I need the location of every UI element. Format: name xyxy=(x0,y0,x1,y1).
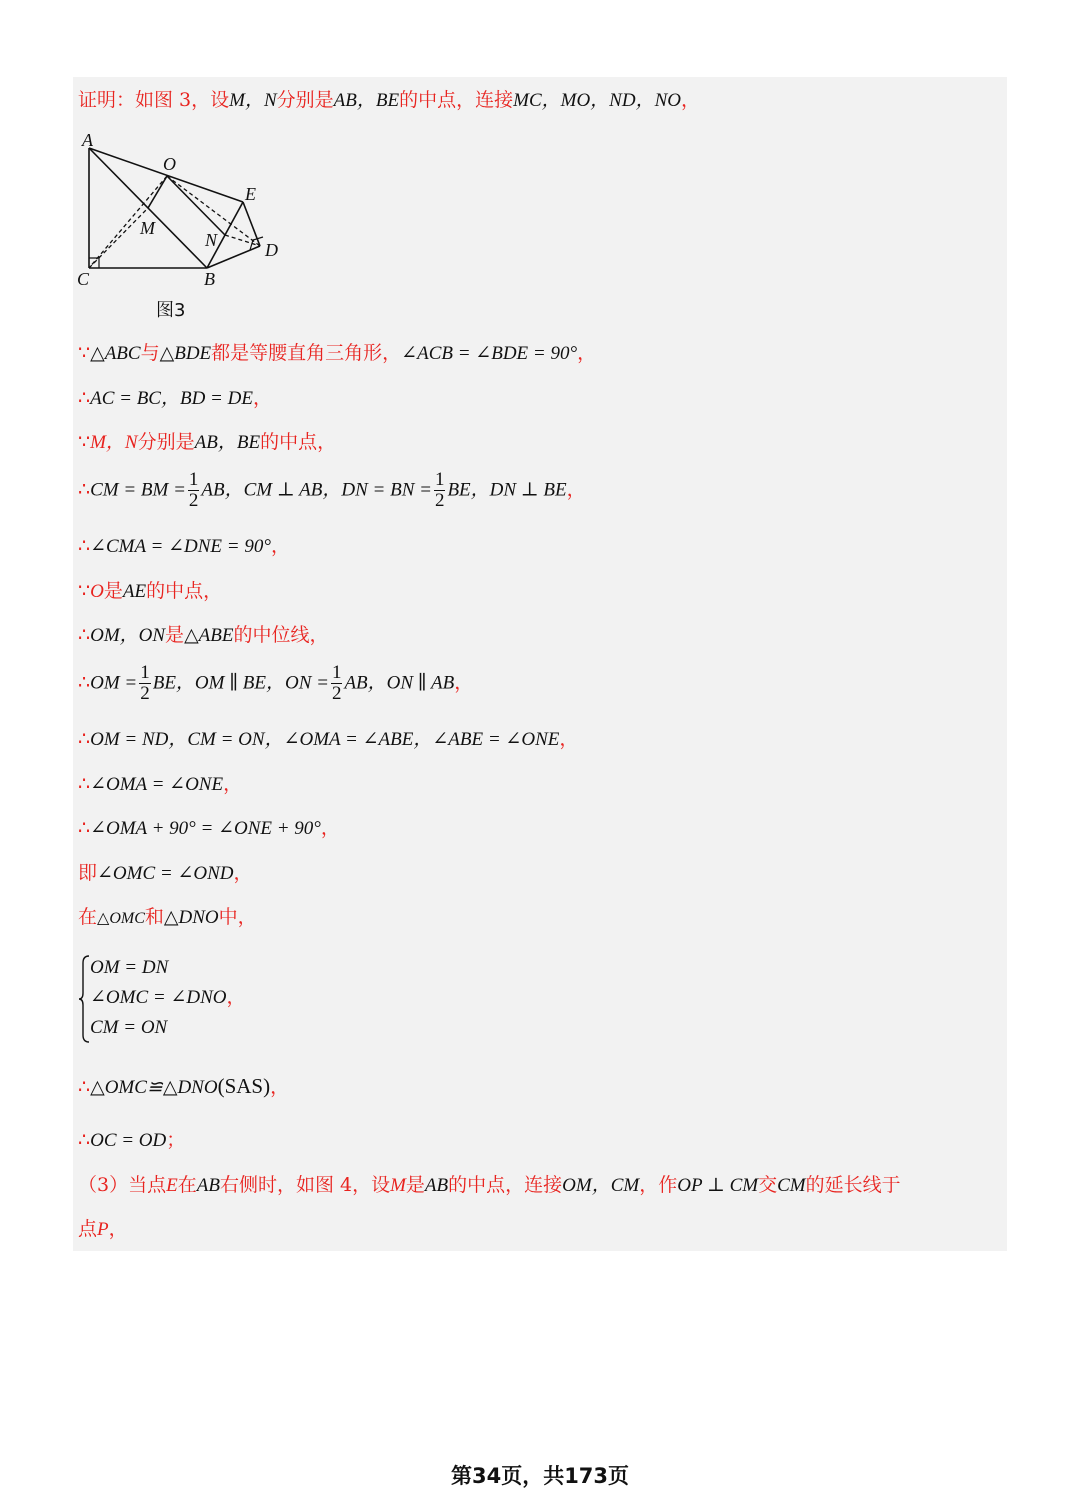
math: AC = BC，BD = DE xyxy=(90,388,253,409)
math: M，N xyxy=(229,90,277,111)
therefore-symbol: ∴ xyxy=(78,817,91,839)
text: 右侧时，如图 4，设 xyxy=(219,1174,391,1196)
numerator: 1 xyxy=(434,469,445,490)
text: 的中点，连接 xyxy=(399,89,514,111)
math: (SAS) xyxy=(217,1074,271,1098)
math: OC = OD xyxy=(90,1130,167,1151)
text: 的中位线， xyxy=(233,624,329,646)
text: 的延长线于 xyxy=(805,1174,901,1196)
proof-line-2 xyxy=(78,341,596,366)
denominator: 2 xyxy=(434,490,445,511)
left-brace xyxy=(78,955,90,1043)
proof-line-1 xyxy=(78,88,700,113)
therefore-symbol: ∴ xyxy=(78,387,91,409)
punct: ， xyxy=(226,986,246,1008)
punct: ， xyxy=(252,387,272,409)
punct: ， xyxy=(454,671,474,694)
therefore-symbol: ∴ xyxy=(78,535,91,557)
text: 的中点， xyxy=(260,431,337,453)
math: OM = xyxy=(90,672,138,694)
proof-line-13 xyxy=(78,861,253,886)
proof-line-10 xyxy=(78,727,578,752)
segment-MC xyxy=(89,208,148,268)
punct: ， xyxy=(270,535,290,557)
punct: ， xyxy=(577,342,597,364)
math: AB，BE xyxy=(194,432,261,453)
text: 分别是 xyxy=(276,89,334,111)
math: AB，CM ⊥ AB，DN = BN = xyxy=(201,479,432,501)
denominator: 2 xyxy=(331,683,342,704)
figure-caption: 图3 xyxy=(156,300,186,321)
label-E: E xyxy=(245,184,256,204)
punct: ， xyxy=(680,89,700,111)
math: △ABC xyxy=(90,343,141,364)
because-symbol: ∵ xyxy=(78,431,91,453)
text: （3）当点 xyxy=(78,1174,167,1196)
segment-OM xyxy=(148,176,167,208)
proof-line-17 xyxy=(78,1173,901,1198)
punct: ， xyxy=(270,1076,290,1098)
text: 点 xyxy=(78,1218,98,1240)
punct: ， xyxy=(559,728,579,750)
text: 中， xyxy=(218,906,257,928)
fraction-half xyxy=(188,470,200,511)
proof-line-15 xyxy=(78,1074,289,1100)
math: AE xyxy=(122,581,147,602)
proof-line-3 xyxy=(78,386,272,411)
text: 是 xyxy=(405,1174,425,1196)
math: OP ⊥ CM xyxy=(677,1175,759,1196)
math: OM，CM xyxy=(562,1175,640,1196)
math: CM xyxy=(777,1175,806,1196)
numerator: 1 xyxy=(331,662,342,683)
system-eq-2 xyxy=(90,985,246,1010)
math: AB，BE xyxy=(333,90,400,111)
text: ，作 xyxy=(639,1174,678,1196)
math: △OMC xyxy=(97,910,145,927)
math: MC，MO，ND，NO xyxy=(513,90,681,111)
text: 交 xyxy=(758,1174,778,1196)
math: O xyxy=(90,581,104,602)
text: 都是等腰直角三角形， xyxy=(211,342,402,364)
math: BE，DN ⊥ BE xyxy=(447,479,567,501)
proof-line-8 xyxy=(78,623,329,648)
math: E xyxy=(166,1175,178,1196)
math: ∠CMA = ∠DNE = 90° xyxy=(90,536,271,557)
text: 与 xyxy=(140,342,160,364)
text: 是 xyxy=(165,624,185,646)
label-N: N xyxy=(205,230,218,250)
math: △OMC≌△DNO xyxy=(90,1077,218,1098)
math: ∠OMC = ∠OND xyxy=(97,863,234,884)
math: ∠ACB = ∠BDE = 90° xyxy=(401,343,578,364)
label-O: O xyxy=(163,154,176,174)
text: 的中点，连接 xyxy=(448,1174,563,1196)
math: OM = DN xyxy=(90,957,169,978)
text: 即 xyxy=(78,862,98,884)
text: 在 xyxy=(78,906,98,928)
punct: ； xyxy=(166,1129,186,1151)
math: CM = ON xyxy=(90,1017,168,1038)
label-M: M xyxy=(140,218,155,238)
label-C: C xyxy=(77,269,90,289)
label-A: A xyxy=(82,130,93,150)
label-B: B xyxy=(204,269,215,289)
math: P xyxy=(97,1219,109,1240)
text: 的中点， xyxy=(146,580,223,602)
math: OM，ON xyxy=(90,625,166,646)
text: 证明：如图 3，设 xyxy=(78,89,230,111)
math: AB，ON ∥ AB xyxy=(344,672,455,694)
fraction-half xyxy=(434,470,446,511)
proof-line-7 xyxy=(78,579,222,604)
therefore-symbol: ∴ xyxy=(78,624,91,646)
math: ∠OMC = ∠DNO xyxy=(90,987,227,1008)
text: 是 xyxy=(103,580,123,602)
therefore-symbol: ∴ xyxy=(78,671,91,694)
proof-line-9 xyxy=(78,663,473,704)
label-D: D xyxy=(265,240,278,260)
proof-line-12 xyxy=(78,816,340,841)
proof-line-18 xyxy=(78,1217,128,1242)
system-eq-3 xyxy=(90,1015,167,1040)
text: 分别是 xyxy=(137,431,195,453)
system-eq-1 xyxy=(90,955,168,980)
because-symbol: ∵ xyxy=(78,580,91,602)
proof-line-4 xyxy=(78,430,336,455)
therefore-symbol: ∴ xyxy=(78,1076,91,1098)
fraction-half xyxy=(139,663,151,704)
math: △DNO xyxy=(163,907,219,928)
math: △ABE xyxy=(184,625,234,646)
punct: ， xyxy=(108,1218,128,1240)
math: ∠OMA + 90° = ∠ONE + 90° xyxy=(90,818,321,839)
therefore-symbol: ∴ xyxy=(78,773,91,795)
math: CM = BM = xyxy=(90,479,186,501)
therefore-symbol: ∴ xyxy=(78,728,91,750)
denominator: 2 xyxy=(140,683,150,704)
proof-line-5 xyxy=(78,470,586,511)
math: ∠OMA = ∠ONE xyxy=(90,774,224,795)
text: 和 xyxy=(144,906,164,928)
numerator: 1 xyxy=(140,662,150,683)
math: BE，OM ∥ BE，ON = xyxy=(152,672,329,694)
math: △BDE xyxy=(159,343,212,364)
proof-line-11 xyxy=(78,772,242,797)
therefore-symbol: ∴ xyxy=(78,1129,91,1151)
proof-line-14 xyxy=(78,905,257,931)
denominator: 2 xyxy=(188,490,199,511)
proof-line-16 xyxy=(78,1128,185,1153)
numerator: 1 xyxy=(188,469,199,490)
punct: ， xyxy=(223,773,243,795)
math: AB xyxy=(196,1175,220,1196)
therefore-symbol: ∴ xyxy=(78,478,91,501)
segment-OC xyxy=(89,176,167,268)
math: AB xyxy=(424,1175,449,1196)
punct: ， xyxy=(233,862,253,884)
math: M xyxy=(390,1175,406,1196)
fraction-half xyxy=(331,663,343,704)
because-symbol: ∵ xyxy=(78,342,91,364)
segment-ND xyxy=(225,235,260,246)
text: 在 xyxy=(177,1174,197,1196)
page-footer: 第34页，共173页 xyxy=(450,1464,630,1488)
punct: ， xyxy=(566,478,586,501)
math: OM = ND，CM = ON，∠OMA = ∠ABE，∠ABE = ∠ONE xyxy=(90,729,560,750)
geometry-figure-3 xyxy=(75,128,295,293)
math: M，N xyxy=(90,432,138,453)
proof-line-6 xyxy=(78,534,290,559)
punct: ， xyxy=(320,817,340,839)
